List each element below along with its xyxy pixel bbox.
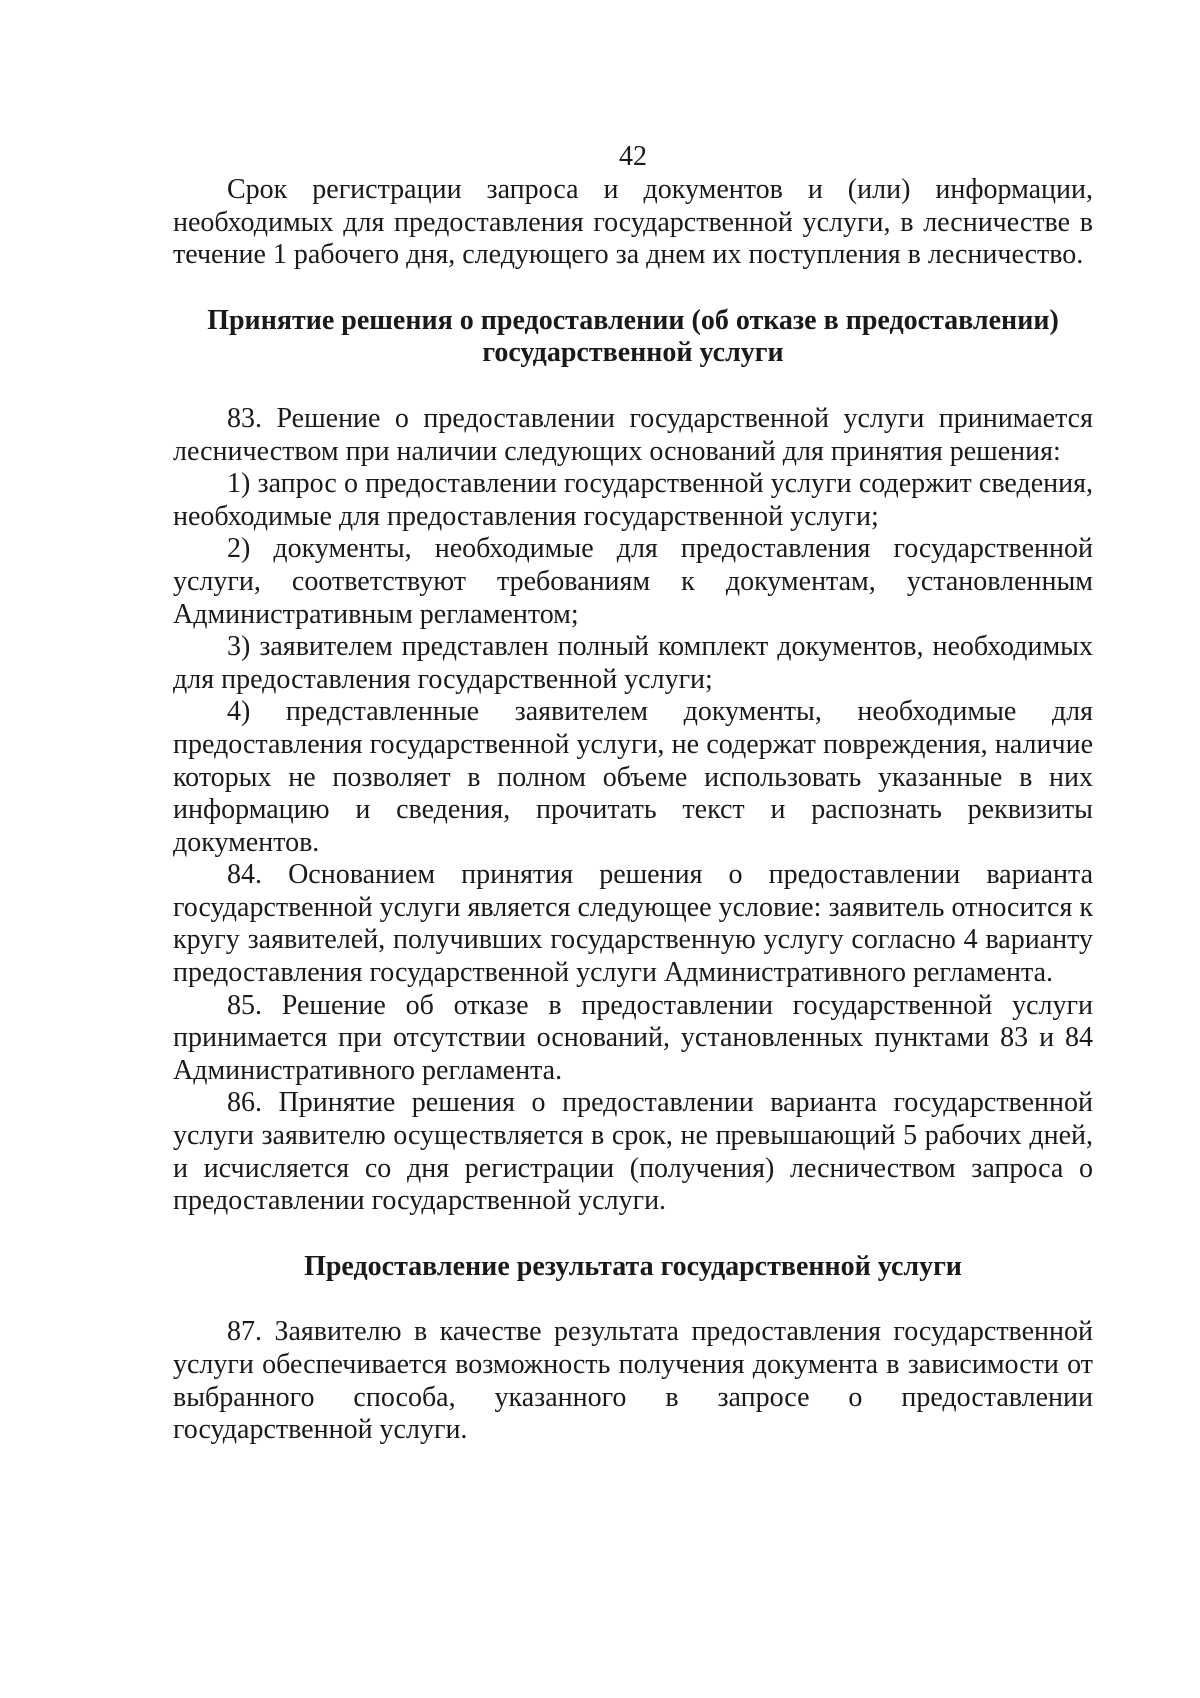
section-heading-line: государственной услуги: [482, 337, 784, 369]
intro-paragraph: Срок регистрации запроса и документов и (или) информации, необходимых для предоставления государственной услуги, в лесничестве в течение 1 рабочего дня, следующего за днем их поступления в лесничество.: [173, 174, 1093, 271]
paragraph-87: 87. Заявителю в качестве результата предоставления государственной услуги обеспечивается возможность получения документа в зависимости от выбранного способа, указанного в запросе о предоставлении государственной услуги.: [173, 1316, 1093, 1446]
paragraph-83: 83. Решение о предоставлении государственной услуги принимается лесничеством при наличии следующих оснований для принятия решения:: [173, 402, 1093, 467]
section-heading-result: Предоставление результата государственной услуги: [304, 1250, 962, 1282]
list-item-2: 2) документы, необходимые для предоставления государственной услуги, соответствуют требованиям к документам, установленным Административным регламентом;: [173, 533, 1093, 630]
document-page: [173, 140, 1093, 1447]
paragraph-85: 85. Решение об отказе в предоставлении государственной услуги принимается при отсутствии оснований, установленных пунктами 83 и 84 Административного регламента.: [173, 989, 1093, 1086]
page-number: 42: [619, 141, 647, 172]
list-item-1: 1) запрос о предоставлении государственной услуги содержит сведения, необходимые для предоставления государственной услуги;: [173, 468, 1093, 532]
list-item-3: 3) заявителем представлен полный комплект документов, необходимых для предоставления государственной услуги;: [173, 631, 1093, 695]
paragraph-84: 84. Основанием принятия решения о предоставлении варианта государственной услуги является следующее условие: заявитель относится к кругу заявителей, получивших государственную услугу согласно 4 варианту предоставления государственной услуги Административного регламента.: [173, 859, 1093, 989]
section-heading-decision: [173, 305, 1093, 370]
list-item-4: 4) представленные заявителем документы, необходимые для предоставления государственной услуги, не содержат повреждения, наличие которых не позволяет в полном объеме использовать указанные в них информацию и сведения, прочитать текст и распознать реквизиты документов.: [173, 696, 1093, 858]
paragraph-86: 86. Принятие решения о предоставлении варианта государственной услуги заявителю осуществляется в срок, не превышающий 5 рабочих дней, и исчисляется со дня регистрации (получения) лесничеством запроса о предоставлении государственной услуги.: [173, 1087, 1093, 1217]
section-heading-line: Принятие решения о предоставлении (об отказе в предоставлении): [207, 304, 1059, 336]
